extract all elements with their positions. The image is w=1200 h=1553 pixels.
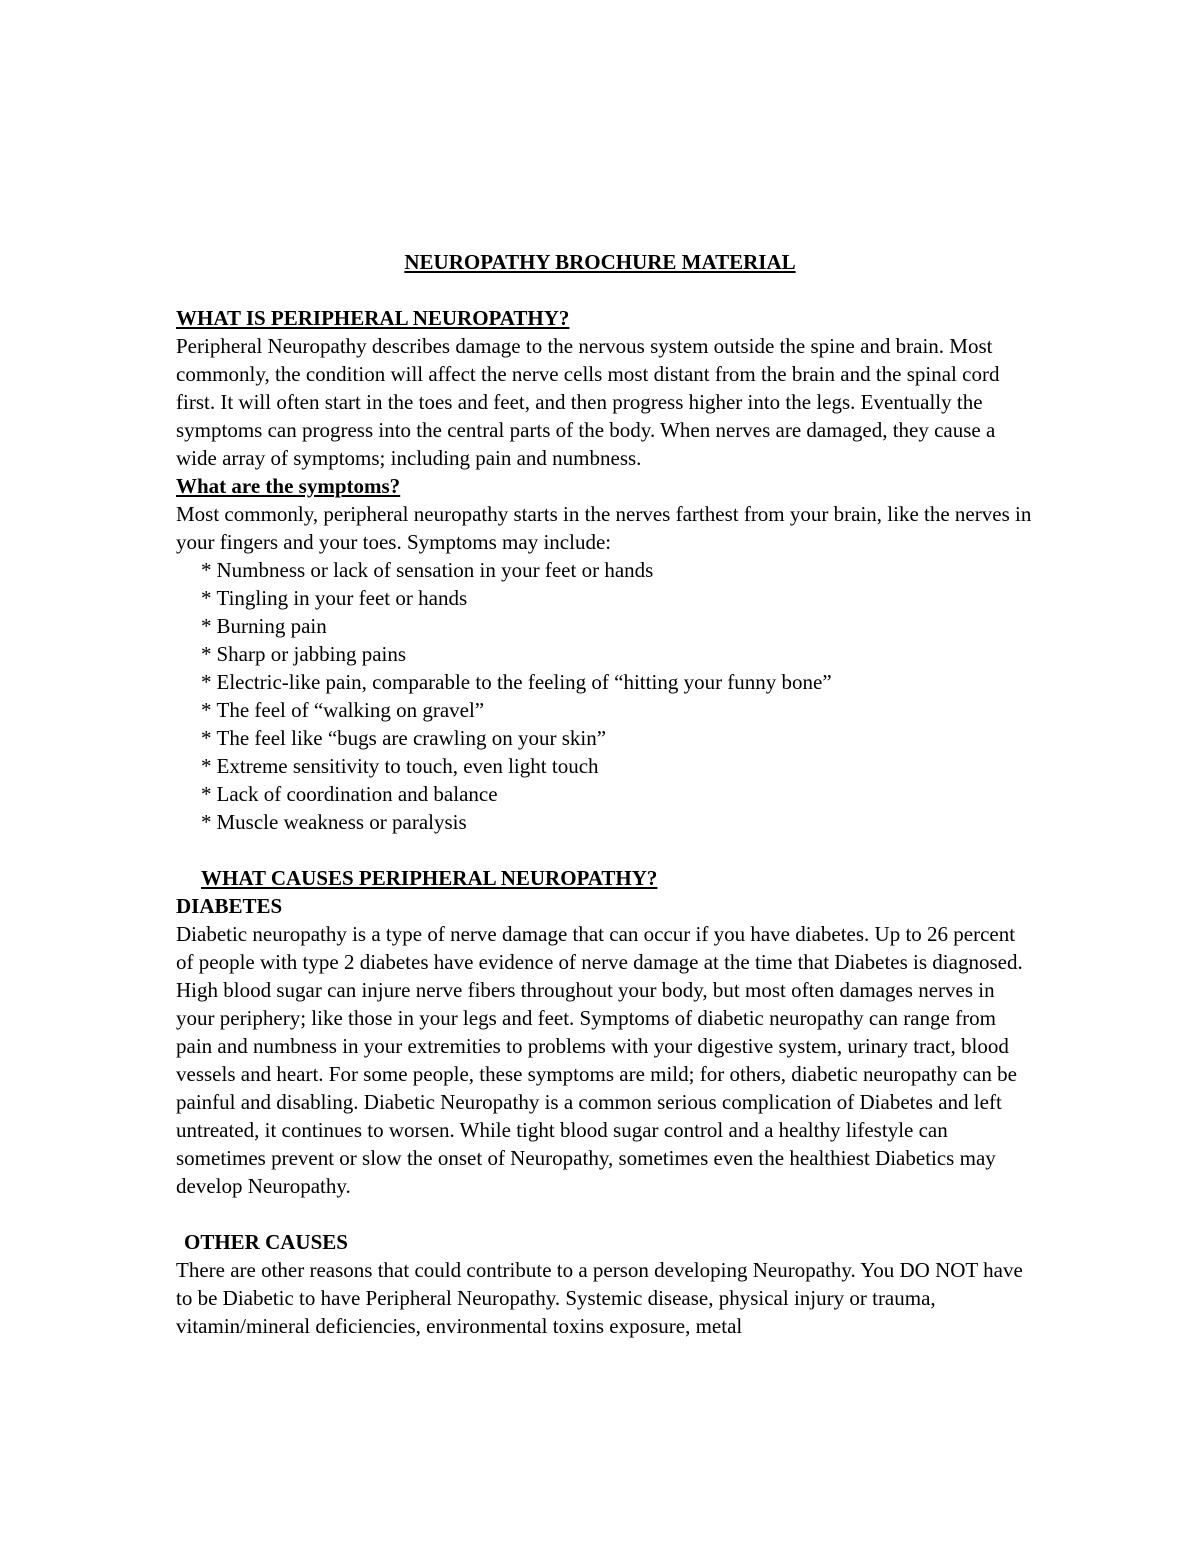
other-causes-body: There are other reasons that could contribute to a person developing Neuropathy. You DO NOT have to be Diabetic to have Peripheral Neuropathy. Systemic disease, physical injury or trauma, vitamin/mineral deficiencies, environmental toxins exposure, metal	[176, 1258, 1023, 1338]
bullet-asterisk: *	[201, 726, 212, 750]
symptoms-intro: Most commonly, peripheral neuropathy starts in the nerves farthest from your brain, like the nerves in your fingers and your toes. Symptoms may include:	[176, 502, 1032, 554]
spacer	[176, 1200, 1036, 1228]
spacer	[176, 836, 1036, 864]
document-page	[176, 248, 1036, 1340]
section-heading-symptoms: What are the symptoms?	[176, 474, 401, 498]
list-item: * Numbness or lack of sensation in your feet or hands	[201, 558, 654, 582]
list-item: * Burning pain	[201, 614, 327, 638]
bullet-asterisk: *	[201, 810, 212, 834]
list-item: * Lack of coordination and balance	[201, 782, 498, 806]
subheading-other-causes: OTHER CAUSES	[184, 1230, 348, 1254]
bullet-asterisk: *	[201, 642, 212, 666]
bullet-asterisk: *	[201, 782, 212, 806]
list-item: * Electric-like pain, comparable to the feeling of “hitting your funny bone”	[201, 670, 832, 694]
list-item: * Tingling in your feet or hands	[201, 586, 468, 610]
list-item: * Muscle weakness or paralysis	[201, 810, 467, 834]
section-heading-what-is: WHAT IS PERIPHERAL NEUROPATHY?	[176, 306, 570, 330]
diabetes-body: Diabetic neuropathy is a type of nerve damage that can occur if you have diabetes. Up to 26 percent of people with type 2 diabetes have evidence of nerve damage at the time that Diabetes is diagnosed. High blood sugar can injure nerve fibers throughout your body, but most often damages nerves in your periphery; like those in your legs and feet. Symptoms of diabetic neuropathy can range from pain and numbness in your extremities to problems with your digestive system, urinary tract, blood vessels and heart. For some people, these symptoms are mild; for others, diabetic neuropathy can be painful and disabling. Diabetic Neuropathy is a common serious complication of Diabetes and left untreated, it continues to worsen. While tight blood sugar control and a healthy lifestyle can sometimes prevent or slow the onset of Neuropathy, sometimes even the healthiest Diabetics may develop Neuropathy.	[176, 922, 1023, 1198]
list-item: * Sharp or jabbing pains	[201, 642, 407, 666]
bullet-asterisk: *	[201, 670, 212, 694]
section-body-what-is: Peripheral Neuropathy describes damage to the nervous system outside the spine and brain. Most commonly, the condition will affect the nerve cells most distant from the brain and the spinal cord first. It will often start in the toes and feet, and then progress higher into the legs. Eventually the symptoms can progress into the central parts of the body. When nerves are damaged, they cause a wide array of symptoms; including pain and numbness.	[176, 334, 1000, 470]
section-heading-causes: WHAT CAUSES PERIPHERAL NEUROPATHY?	[201, 866, 658, 890]
list-item: * The feel of “walking on gravel”	[201, 698, 485, 722]
bullet-asterisk: *	[201, 586, 212, 610]
subheading-diabetes: DIABETES	[176, 894, 283, 918]
bullet-asterisk: *	[201, 754, 212, 778]
symptoms-list	[176, 556, 1036, 836]
list-item: * The feel like “bugs are crawling on your skin”	[201, 726, 607, 750]
document-title: NEUROPATHY BROCHURE MATERIAL	[404, 250, 796, 274]
bullet-asterisk: *	[201, 614, 212, 638]
bullet-asterisk: *	[201, 698, 212, 722]
list-item: * Extreme sensitivity to touch, even light touch	[201, 754, 599, 778]
bullet-asterisk: *	[201, 558, 212, 582]
